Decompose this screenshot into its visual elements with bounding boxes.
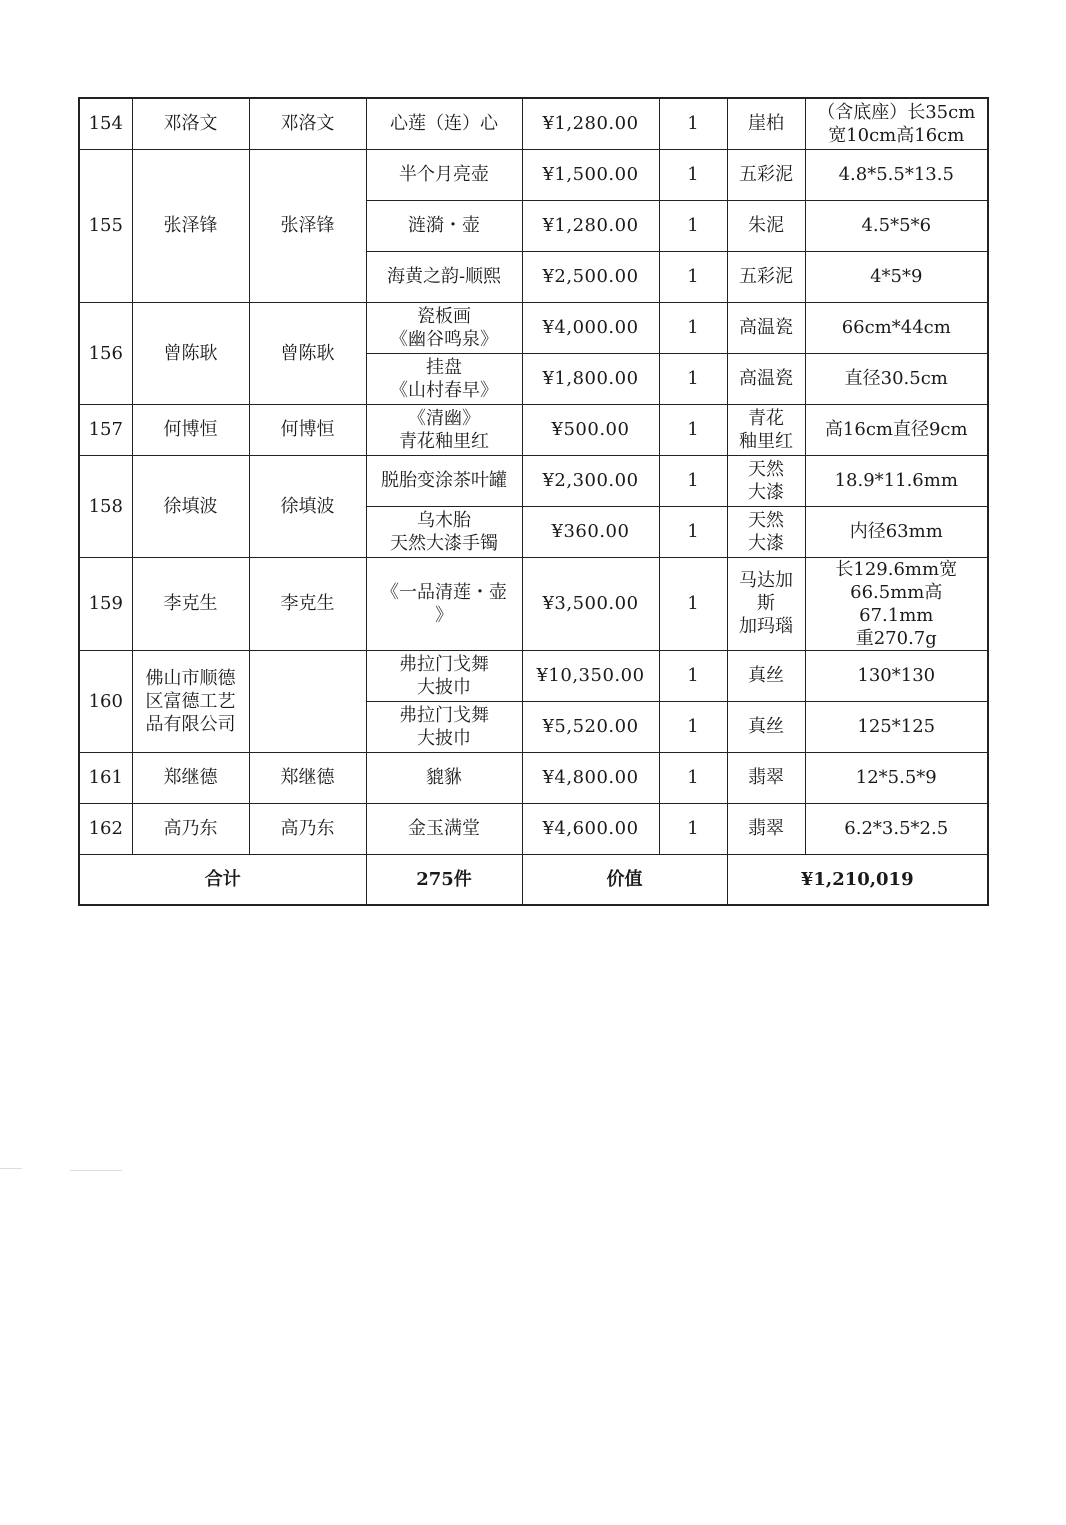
item-name-cell: 金玉满堂 [366,803,522,854]
qty-cell: 1 [659,149,727,200]
size-line: 长129.6mm宽66.5mm高 67.1mm 重270.7g [835,558,958,649]
item-name-cell: 涟漪・壶 [366,200,522,251]
item-name-cell [366,353,522,404]
material-cell [727,455,805,506]
artist-line: 佛山市顺德 区富德工艺 品有限公司 [145,667,236,735]
item-name-cell: 半个月亮壶 [366,149,522,200]
table-row [79,98,988,149]
material-line: 天然 大漆 [748,458,784,503]
price-cell: ¥2,500.00 [522,251,659,302]
price-cell: ¥4,600.00 [522,803,659,854]
price-cell: ¥2,300.00 [522,455,659,506]
qty-cell: 1 [659,302,727,353]
price-cell: ¥360.00 [522,506,659,557]
total-row [79,854,988,905]
item-name-line: 弗拉门戈舞 大披巾 [399,653,489,698]
price-cell: ¥500.00 [522,404,659,455]
row-number: 158 [79,455,132,557]
item-name-cell [366,557,522,650]
price-cell: ¥5,520.00 [522,701,659,752]
artist-cell: 张泽锋 [132,149,249,302]
item-name-cell [366,404,522,455]
material-cell: 翡翠 [727,752,805,803]
qty-cell: 1 [659,650,727,701]
item-name-cell [366,701,522,752]
qty-cell: 1 [659,455,727,506]
item-name-line: 瓷板画 《幽谷鸣泉》 [390,305,498,350]
price-cell: ¥3,500.00 [522,557,659,650]
qty-cell: 1 [659,557,727,650]
item-name-cell: 心莲（连）心 [366,98,522,149]
size-cell: 66cm*44cm [805,302,988,353]
artist-cell: 郑继德 [132,752,249,803]
material-cell: 翡翠 [727,803,805,854]
size-cell: 18.9*11.6mm [805,455,988,506]
item-name-cell: 脱胎变涂茶叶罐 [366,455,522,506]
size-cell: 4*5*9 [805,251,988,302]
price-cell: ¥1,280.00 [522,98,659,149]
size-cell: 直径30.5cm [805,353,988,404]
holder-cell: 张泽锋 [249,149,366,302]
total-value: ¥1,210,019 [727,854,988,905]
material-cell: 五彩泥 [727,251,805,302]
size-cell [805,98,988,149]
price-cell: ¥1,500.00 [522,149,659,200]
item-name-cell: 海黄之韵-顺熙 [366,251,522,302]
material-cell [727,404,805,455]
artist-cell: 李克生 [132,557,249,650]
scan-mark [0,1168,22,1169]
item-name-cell [366,650,522,701]
price-cell: ¥1,800.00 [522,353,659,404]
qty-cell: 1 [659,404,727,455]
table-row [79,752,988,803]
material-cell: 崖柏 [727,98,805,149]
size-cell: 125*125 [805,701,988,752]
qty-cell: 1 [659,506,727,557]
row-number: 160 [79,650,132,752]
material-cell: 五彩泥 [727,149,805,200]
artist-cell: 曾陈耿 [132,302,249,404]
item-name-line: 弗拉门戈舞 大披巾 [399,704,489,749]
item-name-line: 《清幽》 青花釉里红 [399,407,489,452]
qty-cell: 1 [659,752,727,803]
total-count: 275件 [366,854,522,905]
holder-cell: 曾陈耿 [249,302,366,404]
holder-cell: 郑继德 [249,752,366,803]
table-row [79,455,988,506]
material-cell: 高温瓷 [727,353,805,404]
table-row [79,803,988,854]
item-name-cell: 貔貅 [366,752,522,803]
holder-cell: 高乃东 [249,803,366,854]
material-line: 天然 大漆 [748,509,784,554]
size-cell: 4.8*5.5*13.5 [805,149,988,200]
artist-cell: 邓洛文 [132,98,249,149]
price-cell: ¥4,000.00 [522,302,659,353]
size-cell: 4.5*5*6 [805,200,988,251]
price-cell: ¥1,280.00 [522,200,659,251]
item-name-line: 挂盘 《山村春早》 [390,356,498,401]
table-row [79,404,988,455]
material-cell: 朱泥 [727,200,805,251]
price-cell: ¥4,800.00 [522,752,659,803]
size-cell: 高16cm直径9cm [805,404,988,455]
qty-cell: 1 [659,701,727,752]
total-label: 合计 [79,854,366,905]
table-row [79,650,988,701]
size-cell [805,557,988,650]
table-row [79,557,988,650]
price-cell: ¥10,350.00 [522,650,659,701]
qty-cell: 1 [659,251,727,302]
total-value-label: 价值 [522,854,727,905]
material-cell: 真丝 [727,650,805,701]
size-cell: 130*130 [805,650,988,701]
material-cell: 高温瓷 [727,302,805,353]
size-cell: 12*5.5*9 [805,752,988,803]
item-name-cell [366,302,522,353]
holder-cell: 邓洛文 [249,98,366,149]
artist-cell [132,650,249,752]
row-number: 162 [79,803,132,854]
material-cell [727,506,805,557]
holder-cell: 李克生 [249,557,366,650]
material-line: 青花 釉里红 [739,407,793,452]
row-number: 161 [79,752,132,803]
material-cell [727,557,805,650]
inventory-table [78,97,989,906]
qty-cell: 1 [659,803,727,854]
row-number: 155 [79,149,132,302]
table-row [79,302,988,353]
size-cell: 6.2*3.5*2.5 [805,803,988,854]
artist-cell: 高乃东 [132,803,249,854]
scan-mark [70,1170,122,1171]
qty-cell: 1 [659,353,727,404]
item-name-cell [366,506,522,557]
size-cell: 内径63mm [805,506,988,557]
qty-cell: 1 [659,98,727,149]
material-line: 马达加斯 加玛瑙 [739,570,793,637]
holder-cell [249,650,366,752]
row-number: 156 [79,302,132,404]
row-number: 157 [79,404,132,455]
table-row [79,149,988,200]
row-number: 154 [79,98,132,149]
item-name-line: 《一品清莲・壶 》 [381,581,507,626]
qty-cell: 1 [659,200,727,251]
row-number: 159 [79,557,132,650]
artist-cell: 徐填波 [132,455,249,557]
holder-cell: 徐填波 [249,455,366,557]
artist-cell: 何博恒 [132,404,249,455]
size-line: （含底座）长35cm 宽10cm高16cm [817,101,976,146]
material-cell: 真丝 [727,701,805,752]
holder-cell: 何博恒 [249,404,366,455]
item-name-line: 乌木胎 天然大漆手镯 [390,509,498,554]
